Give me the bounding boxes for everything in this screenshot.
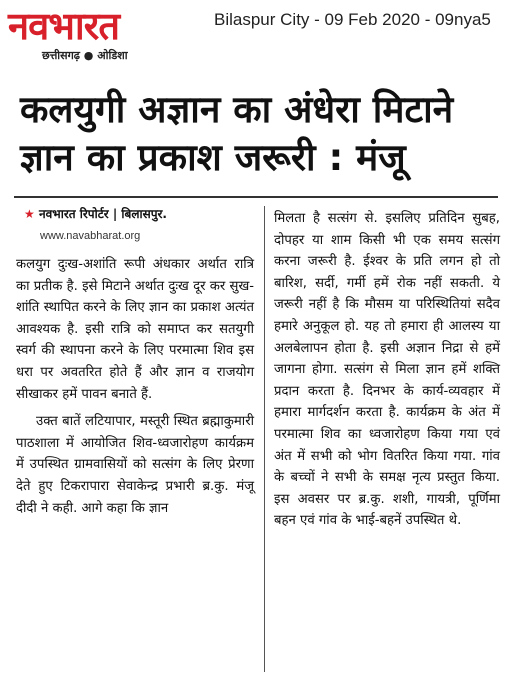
headline-divider — [14, 196, 498, 198]
column-divider — [264, 206, 265, 672]
article-column-1 — [16, 254, 254, 519]
region-label: छत्तीसगढ़ ● ओडिशा — [42, 49, 128, 62]
byline-text: नवभारत रिपोर्टर | बिलासपुर. — [38, 207, 167, 221]
headline-line-2: ज्ञान का प्रकाश जरूरी : मंजू — [20, 136, 406, 179]
headline-line-1: कलयुगी अज्ञान का अंधेरा मिटाने — [20, 88, 454, 131]
paragraph: मिलता है सत्संग से. इसलिए प्रतिदिन सुबह, दोपहर या शाम किसी भी एक समय सत्संग करना जरूरी है. ईश्वर के प्रति लगन हो तो बारिश, सर्दी, गर्मी हमें रोक नहीं सकती. ये जरूरी नहीं है कि मौसम या परिस्थितियां सदैव हमारे अनुकूल हो. यह तो हमारा ही आलस्य या अलबेलापन होता है. इसी अज्ञान निद्रा से हमें जागना होगा. सत्संग से मिला ज्ञान हमें शक्ति प्रदान करता है. दिनभर के कार्य-व्यवहार में हमारा मार्गदर्शन करता है. कार्यक्रम के अंत में परमात्मा शिव का ध्वजारोहण किया गया एवं अंत में सभी को भोग वितरित किया गया. गांव के बच्चों ने सभी के समक्ष नृत्य प्रस्तुत किया. इस अवसर पर ब्र.कु. शशी, गायत्री, पूर्णिमा बहन एवं गांव के भाई-बहनें उपस्थित थे. — [274, 211, 500, 529]
headline — [20, 86, 500, 182]
website-link[interactable]: www.navabharat.org — [40, 230, 141, 242]
article-column-2 — [274, 208, 500, 532]
byline — [24, 205, 167, 222]
paragraph: कलयुग दुःख-अशांति रूपी अंधकार अर्थात रात्रि का प्रतीक है. इसे मिटाने अर्थात दुःख दूर कर सुख-शांति स्थापित करने के लिए ज्ञान का प्रकाश अत्यंत आवश्यक है. इसी रात्रि को समाप्त कर सतयुगी स्वर्ग की स्थापना करने के लिए परमात्मा शिव इस धरा पर अवतरित होते हैं और ज्ञान व राजयोग सीखाकर हमें पावन बनाते हैं. — [16, 257, 254, 402]
dateline: Bilaspur City - 09 Feb 2020 - 09nya5 — [214, 10, 491, 29]
masthead — [0, 0, 510, 72]
paragraph: उक्त बातें लटियापार, मस्तूरी स्थित ब्रह्माकुमारी पाठशाला में आयोजित शिव-ध्वजारोहण कार्यक्रम में उपस्थित ग्रामवासियों को सत्संग के लिए प्रेरणा देते हुए टिकरापारा सेवाकेन्द्र प्रभारी ब्र.कु. मंजू दीदी ने कही. आगे कहा कि ज्ञान — [16, 414, 254, 516]
star-icon: ★ — [24, 207, 35, 221]
newspaper-logo: नवभारत — [8, 4, 119, 48]
